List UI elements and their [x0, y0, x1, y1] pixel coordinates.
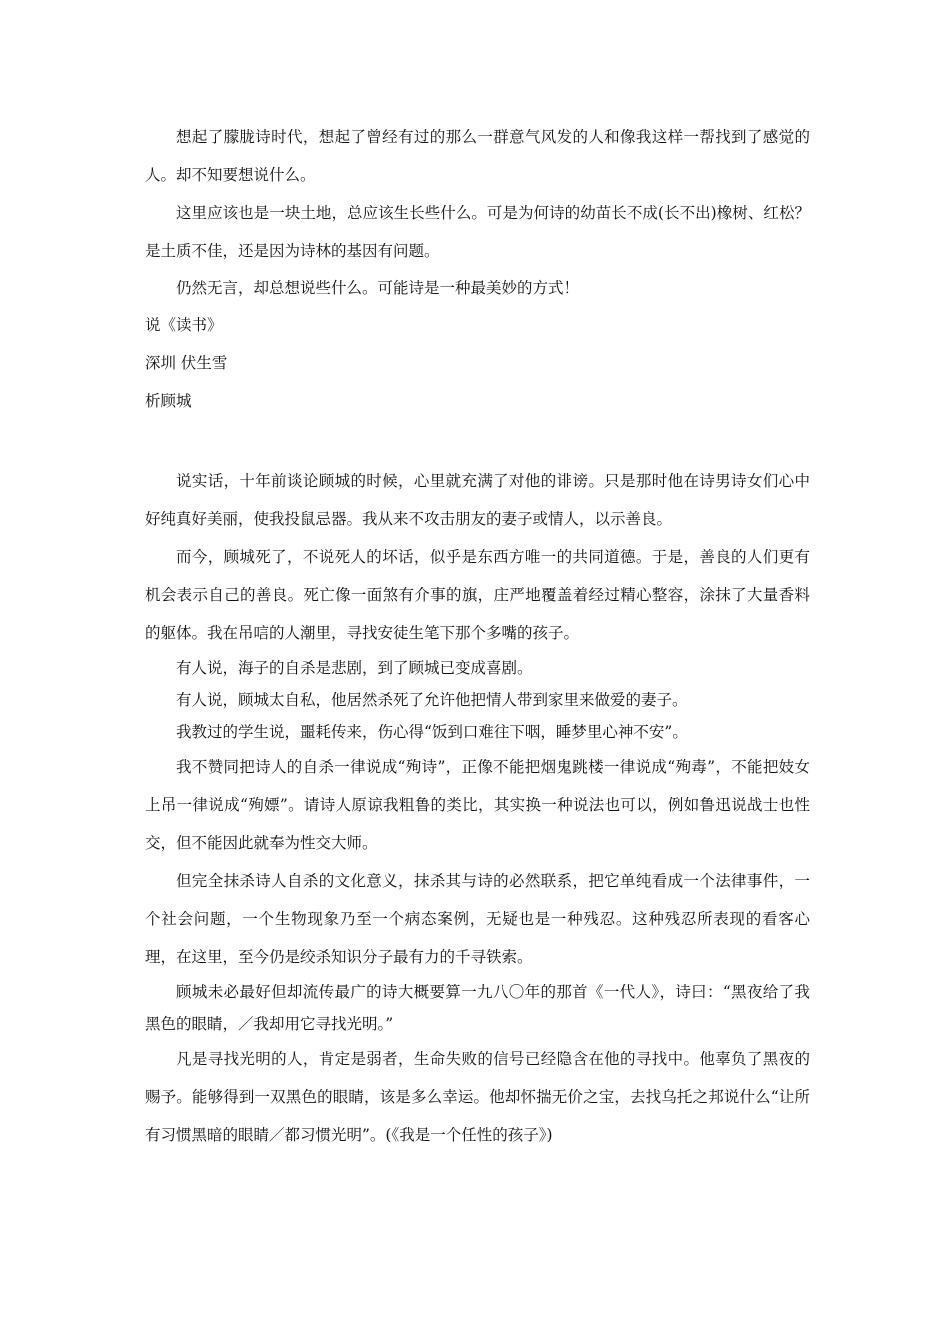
- paragraph: 我不赞同把诗人的自杀一律说成“殉诗”，正像不能把烟鬼跳楼一律说成“殉毒”，不能把妓女上吊一律说成“殉嫖”。请诗人原谅我粗鲁的类比，其实换一种说法也可以，例如鲁迅说战士也性交，但不能因此就奉为性交大师。: [145, 758, 810, 852]
- paragraph: 有人说，海子的自杀是悲剧，到了顾城已变成喜剧。: [176, 659, 533, 677]
- spacer: [145, 420, 810, 462]
- paragraph: 而今，顾城死了，不说死人的坏话，似乎是东西方唯一的共同道德。于是，善良的人们更有机会表示自己的善良。死亡像一面煞有介事的旗，庄严地覆盖着经过精心整容，涂抹了大量香料的躯体。我在吊唁的人潮里，寻找安徒生笔下那个多嘴的孩子。: [145, 548, 810, 642]
- paragraph: 仍然无言，却总想说些什么。可能诗是一种最美妙的方式！: [176, 279, 580, 297]
- paragraph: 想起了朦胧诗时代，想起了曾经有过的那么一群意气风发的人和像我这样一帮找到了感觉的人。却不知要想说什么。: [145, 128, 810, 184]
- paragraph: 我教过的学生说，噩耗传来，伤心得“饭到口难往下咽，睡梦里心神不安”。: [176, 723, 688, 741]
- paragraph: 但完全抹杀诗人自杀的文化意义，抹杀其与诗的必然联系，把它单纯看成一个法律事件，一个社会问题，一个生物现象乃至一个病态案例，无疑也是一种残忍。这种残忍所表现的看客心理，在这里，至今仍是绞杀知识分子最有力的千寻铁索。: [145, 872, 810, 966]
- article-title: 析顾城: [145, 392, 192, 410]
- paragraph: 这里应该也是一块土地，总应该生长些什么。可是为何诗的幼苗长不成(长不出)橡树、红松？是土质不佳，还是因为诗林的基因有问题。: [145, 204, 810, 260]
- paragraph: 凡是寻找光明的人，肯定是弱者，生命失败的信号已经隐含在他的寻找中。他辜负了黑夜的赐予。能够得到一双黑色的眼睛，该是多么幸运。他却怀揣无价之宝，去找乌托之邦说什么“让所有习惯黑暗的眼睛／都习惯光明”。(《我是一个任性的孩子》): [145, 1050, 810, 1144]
- paragraph: 顾城未必最好但却流传最广的诗大概要算一九八〇年的那首《一代人》，诗曰：“黑夜给了我黑色的眼睛，／我却用它寻找光明。”: [145, 983, 810, 1033]
- author-line: 深圳 伏生雪: [145, 354, 228, 372]
- column-title: 说《读书》: [145, 316, 223, 334]
- document-body: [145, 118, 810, 1154]
- paragraph: 有人说，顾城太自私，他居然杀死了允许他把情人带到家里来做爱的妻子。: [176, 691, 688, 709]
- paragraph: 说实话，十年前谈论顾城的时候，心里就充满了对他的诽谤。只是那时他在诗男诗女们心中好纯真好美丽，使我投鼠忌器。我从来不攻击朋友的妻子或情人，以示善良。: [145, 472, 810, 528]
